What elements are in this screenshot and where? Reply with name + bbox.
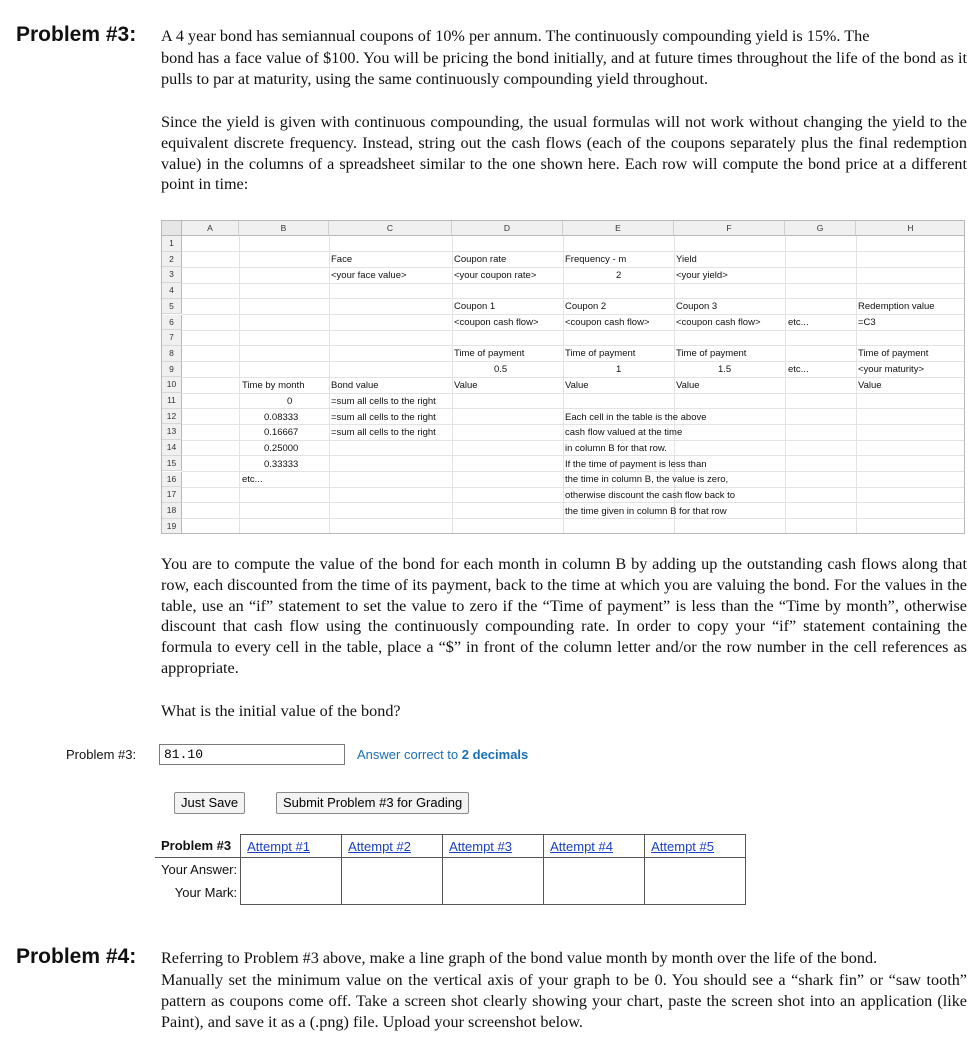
cell-e3: 2 xyxy=(616,269,622,281)
cell-f2: Yield xyxy=(676,254,697,265)
row-header-8: 8 xyxy=(162,346,182,362)
cell-b16: etc... xyxy=(242,474,263,485)
cell-h10: Value xyxy=(858,380,882,391)
attempt-3-header xyxy=(443,835,544,858)
cell-b15: 0.33333 xyxy=(264,458,299,470)
hint-decimals: 2 decimals xyxy=(461,747,529,762)
attempt-2-header xyxy=(342,835,443,858)
problem-3-paragraph-2: Since the yield is given with continuous compounding, the usual formulas will not work without changing the yield to the equivalent discrete frequency. Instead, string out the cash flows (each of the coupons separately plus the final redemption value) in the columns of a spreadsheet similar to the one shown here. Each row will compute the bond price at a different point in time: xyxy=(161,113,967,194)
cell-g9: etc... xyxy=(788,364,809,375)
attempt-3-link[interactable]: Attempt #3 xyxy=(449,838,512,854)
attempt-answer-cell xyxy=(342,858,443,905)
note-line: If the time of payment is less than xyxy=(565,458,707,470)
cell-d6: <coupon cash flow> xyxy=(454,317,539,328)
cell-f9: 1.5 xyxy=(718,364,732,375)
attempt-answer-cell xyxy=(544,858,645,905)
note-line: the time given in column B for that row xyxy=(565,505,727,517)
cell-d2: Coupon rate xyxy=(454,254,507,265)
cell-b10: Time by month xyxy=(242,380,305,391)
row-header-4: 4 xyxy=(162,283,182,299)
cell-h5: Redemption value xyxy=(858,301,935,312)
col-header-b: B xyxy=(239,221,329,236)
cell-g6: etc... xyxy=(788,317,809,328)
col-header-h: H xyxy=(856,221,965,236)
attempt-answer-cell xyxy=(241,858,342,905)
col-header-a: A xyxy=(182,221,239,236)
cell-c12: =sum all cells to the right xyxy=(331,411,436,423)
note-line: the time in column B, the value is zero, xyxy=(565,474,729,485)
cell-e8: Time of payment xyxy=(565,348,636,359)
cell-b11: 0 xyxy=(287,396,293,407)
cell-h8: Time of payment xyxy=(858,348,929,359)
problem-3-paragraph-3: You are to compute the value of the bond for each month in column B by adding up the outstanding cash flows along that row, each discounted from the time of its payment, back to the time at which you are valuing the bond. For the values in the table, use an “if” statement to set the value to zero if the “Time of payment” is less than the “Time by month”, otherwise discount that cash flow using the continuously compounding rate. In order to copy your “if” statement containing the formula to every cell in the table, place a “$” in front of the column letter and/or the row number in the cell references as appropriate. xyxy=(161,555,967,677)
problem-4-paragraph: Manually set the minimum value on the vertical axis of your graph to be 0. You should see a “shark fin” or “saw tooth” pattern as coupons come off. Take a screen shot clearly showing your chart, paste the screen shot into an application (like Paint), and save it as a (.png) file. Upload your screenshot below. xyxy=(161,971,967,1031)
attempts-header: Problem #3 xyxy=(155,835,241,858)
problem-4-first-line: Referring to Problem #3 above, make a line graph of the bond value month by month over the life of the bond. xyxy=(161,949,878,967)
cell-d8: Time of payment xyxy=(454,348,525,359)
problem-4-heading: Problem #4: xyxy=(16,945,137,968)
row-header-14: 14 xyxy=(162,440,182,456)
row-header-12: 12 xyxy=(162,409,182,425)
col-header-g: G xyxy=(785,221,856,236)
cell-f8: Time of payment xyxy=(676,348,747,359)
attempt-answer-cell xyxy=(645,858,746,905)
cell-c13: =sum all cells to the right xyxy=(331,427,436,438)
col-header-f: F xyxy=(674,221,785,236)
row-header-13: 13 xyxy=(162,424,182,440)
submit-for-grading-button[interactable]: Submit Problem #3 for Grading xyxy=(276,792,469,814)
attempt-5-link[interactable]: Attempt #5 xyxy=(651,838,714,854)
cell-c3: <your face value> xyxy=(331,269,407,281)
cell-c10: Bond value xyxy=(331,380,379,391)
attempt-2-link[interactable]: Attempt #2 xyxy=(348,838,411,854)
attempt-1-header xyxy=(241,835,342,858)
row-header-16: 16 xyxy=(162,472,182,488)
cell-b13: 0.16667 xyxy=(264,427,299,438)
row-header-3: 3 xyxy=(162,267,182,283)
cell-d10: Value xyxy=(454,380,478,391)
answer-input[interactable] xyxy=(159,744,345,765)
attempts-table xyxy=(155,834,746,905)
cell-h9: <your maturity> xyxy=(858,364,924,375)
cell-e10: Value xyxy=(565,380,589,391)
problem-3-heading: Problem #3: xyxy=(16,23,137,46)
cell-f5: Coupon 3 xyxy=(676,301,718,312)
cell-b12: 0.08333 xyxy=(264,411,299,423)
row-header-1: 1 xyxy=(162,236,182,252)
cell-e2: Frequency - m xyxy=(565,254,627,265)
row-header-6: 6 xyxy=(162,315,182,331)
cell-e6: <coupon cash flow> xyxy=(565,317,650,328)
cell-h6: =C3 xyxy=(858,317,876,328)
problem-3-paragraph-1: bond has a face value of $100. You will be pricing the bond initially, and at future times throughout the life of the bond as it pulls to par at maturity, using the same continuously compounding yield throughout. xyxy=(161,49,967,88)
cell-d3: <your coupon rate> xyxy=(454,269,537,281)
row-header-5: 5 xyxy=(162,299,182,315)
answer-label: Problem #3: xyxy=(66,747,137,762)
answer-precision-hint xyxy=(357,747,528,762)
col-header-c: C xyxy=(329,221,452,236)
just-save-button[interactable]: Just Save xyxy=(174,792,245,814)
row-header-9: 9 xyxy=(162,362,182,378)
row-header-15: 15 xyxy=(162,456,182,472)
cell-f10: Value xyxy=(676,380,700,391)
col-header-e: E xyxy=(563,221,674,236)
problem-3-question: What is the initial value of the bond? xyxy=(161,702,401,720)
your-answer-label: Your Answer: xyxy=(161,862,238,878)
cell-c2: Face xyxy=(331,254,353,265)
row-header-2: 2 xyxy=(162,252,182,268)
col-header-d: D xyxy=(452,221,563,236)
row-header-18: 18 xyxy=(162,503,182,519)
row-header-7: 7 xyxy=(162,330,182,346)
attempt-5-header xyxy=(645,835,746,858)
example-spreadsheet xyxy=(161,220,965,534)
note-line: Each cell in the table is the above xyxy=(565,411,707,423)
attempt-1-link[interactable]: Attempt #1 xyxy=(247,838,310,854)
attempt-4-link[interactable]: Attempt #4 xyxy=(550,838,613,854)
cell-f3: <your yield> xyxy=(676,269,728,281)
cell-d9: 0.5 xyxy=(494,364,508,375)
row-header-19: 19 xyxy=(162,519,182,534)
row-header-10: 10 xyxy=(162,377,182,393)
row-header-17: 17 xyxy=(162,487,182,503)
cell-c11: =sum all cells to the right xyxy=(331,396,436,407)
cell-f6: <coupon cash flow> xyxy=(676,317,761,328)
note-line: cash flow valued at the time xyxy=(565,427,683,438)
problem-3-first-line: A 4 year bond has semiannual coupons of 10% per annum. The continuously compounding yield is 15%. The xyxy=(161,27,870,45)
attempt-answer-cell xyxy=(443,858,544,905)
cell-b14: 0.25000 xyxy=(264,443,299,454)
attempt-4-header xyxy=(544,835,645,858)
note-line: otherwise discount the cash flow back to xyxy=(565,490,736,501)
row-header-11: 11 xyxy=(162,393,182,409)
cell-e9: 1 xyxy=(616,364,622,375)
cell-e5: Coupon 2 xyxy=(565,301,607,312)
cell-d5: Coupon 1 xyxy=(454,301,496,312)
your-mark-label: Your Mark: xyxy=(174,885,238,901)
sheet-corner xyxy=(162,221,182,236)
hint-prefix: Answer correct to xyxy=(357,747,459,762)
note-line: in column B for that row. xyxy=(565,443,667,454)
